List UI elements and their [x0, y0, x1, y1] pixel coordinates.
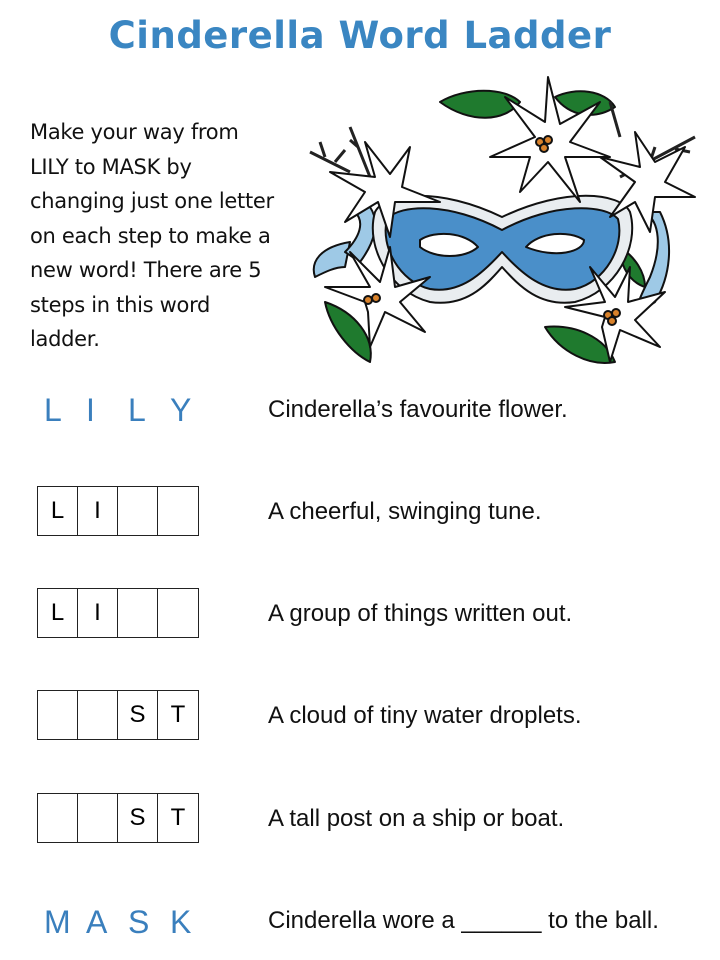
instruction-line: on each step to make a: [30, 223, 271, 248]
answer-grid-step-3: [37, 690, 199, 740]
start-clue: Cinderella’s favourite flower.: [268, 396, 568, 423]
end-clue: Cinderella wore a ______ to the ball.: [268, 907, 659, 934]
step-1-clue: A cheerful, swinging tune.: [268, 498, 542, 525]
mask-with-flowers-icon: [290, 62, 715, 392]
letter-cell[interactable]: [78, 691, 118, 739]
end-word: [44, 904, 212, 941]
step-3-clue: A cloud of tiny water droplets.: [268, 702, 582, 729]
letter-cell[interactable]: [118, 589, 158, 637]
instruction-line: ladder.: [30, 327, 100, 351]
answer-grid-step-1: [37, 486, 199, 536]
letter-cell[interactable]: [78, 794, 118, 842]
letter-cell[interactable]: S: [118, 794, 158, 842]
answer-grid-step-2: [37, 588, 199, 638]
start-letter: I: [86, 392, 95, 428]
start-letter: L: [44, 392, 62, 428]
letter-cell[interactable]: L: [38, 487, 78, 535]
instruction-line: Make your way from: [30, 120, 239, 144]
end-letter: S: [128, 904, 150, 940]
instruction-line: changing just one letter: [30, 189, 274, 213]
letter-cell[interactable]: I: [78, 589, 118, 637]
instruction-line: steps in this word: [30, 292, 211, 317]
page-title: Cinderella Word Ladder: [108, 14, 612, 57]
instructions: [30, 115, 315, 357]
letter-cell[interactable]: [118, 487, 158, 535]
start-letter: Y: [170, 392, 192, 428]
letter-cell[interactable]: [158, 589, 198, 637]
start-word: [44, 392, 212, 429]
instruction-line: new word! There are 5: [30, 258, 262, 282]
letter-cell[interactable]: L: [38, 589, 78, 637]
letter-cell[interactable]: T: [170, 804, 186, 831]
end-letter: A: [86, 904, 108, 940]
letter-cell[interactable]: S: [118, 691, 158, 739]
letter-cell[interactable]: T: [170, 701, 186, 728]
instruction-line: LILY to MASK by: [30, 154, 192, 179]
step-4-clue: A tall post on a ship or boat.: [268, 805, 565, 832]
letter-cell[interactable]: [38, 794, 78, 842]
letter-cell[interactable]: [38, 691, 78, 739]
letter-cell[interactable]: I: [78, 487, 118, 535]
end-letter: M: [44, 904, 71, 940]
start-letter: L: [128, 392, 146, 428]
end-letter: K: [170, 904, 192, 940]
answer-grid-step-4: [37, 793, 199, 843]
step-2-clue: A group of things written out.: [268, 600, 573, 627]
letter-cell[interactable]: [158, 487, 198, 535]
